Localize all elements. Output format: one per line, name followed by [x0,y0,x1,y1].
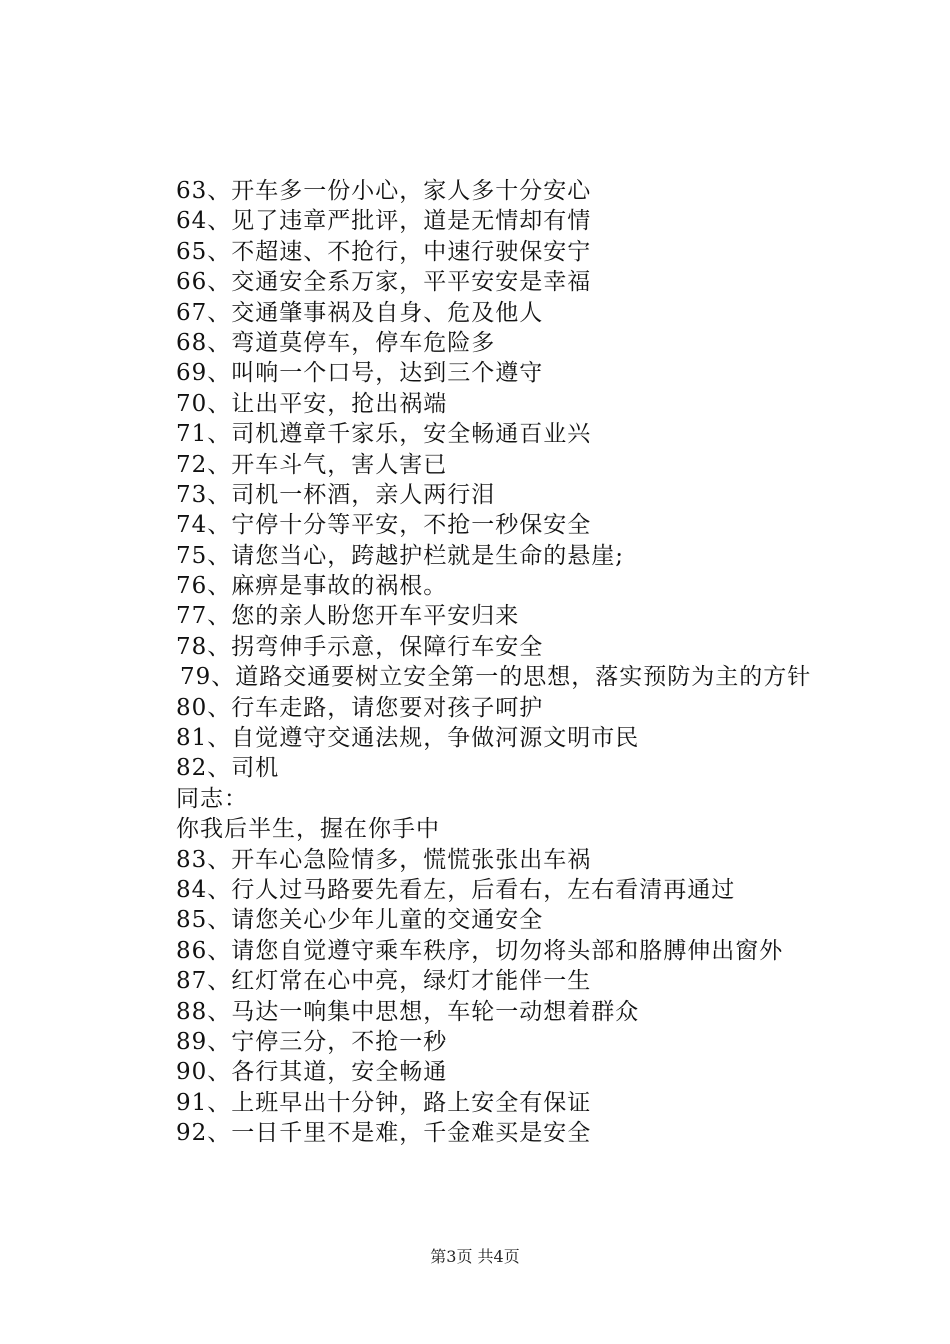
slogan-list [130,176,840,1149]
slogan-line: 63、开车多一份小心，家人多十分安心 [176,178,592,204]
slogan-line: 91、上班早出十分钟，路上安全有保证 [176,1089,592,1116]
slogan-line: 80、行车走路，请您要对孩子呵护 [176,694,544,721]
slogan-line: 69、叫响一个口号，达到三个遵守 [176,360,544,387]
slogan-line: 70、让出平安，抢出祸端 [176,390,448,417]
slogan-line: 78、拐弯伸手示意，保障行车安全 [176,633,544,660]
slogan-line: 87、红灯常在心中亮，绿灯才能伴一生 [176,968,592,995]
slogan-line: 92、一日千里不是难，千金难买是安全 [176,1120,592,1147]
slogan-line: 89、宁停三分，不抢一秒 [176,1028,448,1055]
slogan-line: 76、麻痹是事故的祸根。 [176,573,448,600]
slogan-line: 68、弯道莫停车，停车危险多 [176,329,496,356]
slogan-line: 66、交通安全系万家，平平安安是幸福 [176,269,592,296]
slogan-line: 88、马达一响集中思想，车轮一动想着群众 [176,998,640,1025]
slogan-line: 67、交通肇事祸及自身、危及他人 [176,299,544,326]
slogan-line: 74、宁停十分等平安，不抢一秒保安全 [176,512,592,539]
slogan-line: 77、您的亲人盼您开车平安归来 [176,603,520,630]
slogan-line: 75、请您当心，跨越护栏就是生命的悬崖; [176,542,625,569]
slogan-line: 71、司机遵章千家乐，安全畅通百业兴 [176,421,592,448]
slogan-line: 你我后半生，握在你手中 [176,816,440,843]
slogan-line: 82、司机 [176,755,280,782]
slogan-line: 83、开车心急险情多，慌慌张张出车祸 [176,846,592,873]
slogan-line: 同志： [176,785,248,812]
slogan-line: 86、请您自觉遵守乘车秩序，切勿将头部和胳膊伸出窗外 [176,937,784,964]
slogan-line-wrapped: 79、道路交通要树立安全第一的思想，落实预防为主的方针 [180,664,812,691]
slogan-line: 85、请您关心少年儿童的交通安全 [176,907,544,934]
slogan-line: 72、开车斗气，害人害已 [176,451,448,478]
slogan-line: 73、司机一杯酒，亲人两行泪 [176,481,496,508]
slogan-line: 65、不超速、不抢行，中速行驶保安宁 [176,238,592,265]
slogan-line: 64、见了违章严批评，道是无情却有情 [176,208,592,235]
slogan-line: 81、自觉遵守交通法规，争做河源文明市民 [176,725,640,752]
slogan-line: 84、行人过马路要先看左，后看右，左右看清再通过 [176,877,736,903]
slogan-line: 90、各行其道，安全畅通 [176,1059,448,1086]
page-number-footer: 第3页 共4页 [430,1247,520,1266]
